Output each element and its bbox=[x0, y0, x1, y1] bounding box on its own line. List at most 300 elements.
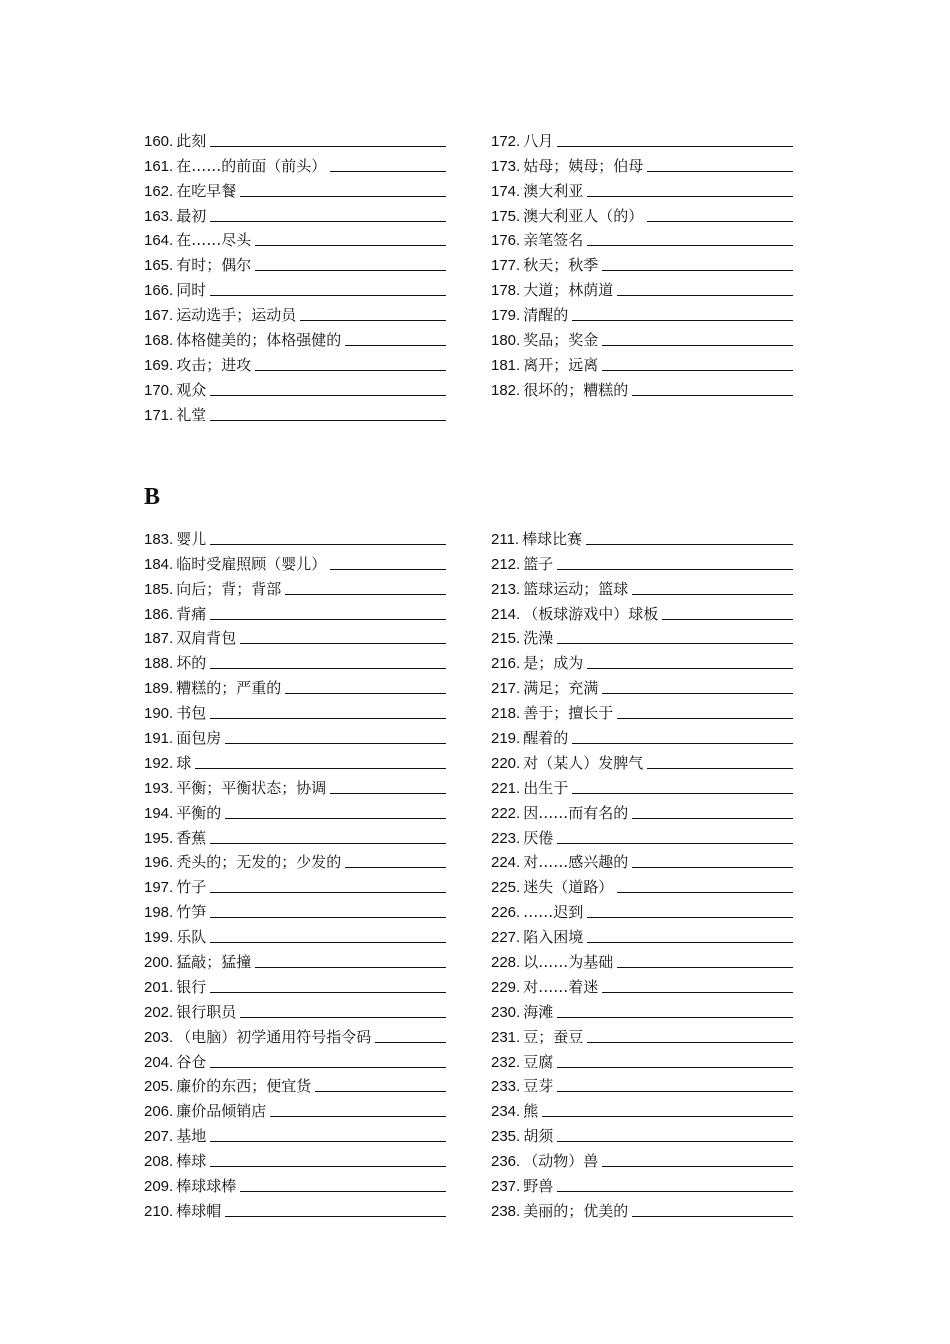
item-number: 191. bbox=[144, 730, 174, 748]
item-prompt: 棒球帽 bbox=[176, 1201, 222, 1220]
answer-blank[interactable] bbox=[647, 171, 793, 172]
item-prompt: 离开；远离 bbox=[523, 355, 599, 374]
answer-blank[interactable] bbox=[557, 1141, 793, 1142]
item-prompt: 婴儿 bbox=[176, 529, 207, 548]
item-prompt: 八月 bbox=[523, 131, 554, 150]
answer-blank[interactable] bbox=[647, 221, 793, 222]
item-number: 204. bbox=[144, 1053, 174, 1071]
vocab-item bbox=[491, 323, 793, 348]
item-prompt: 对……感兴趣的 bbox=[523, 853, 629, 872]
answer-blank[interactable] bbox=[330, 793, 446, 794]
item-prompt: 基地 bbox=[176, 1127, 207, 1146]
item-number: 177. bbox=[491, 257, 521, 275]
item-number: 189. bbox=[144, 680, 174, 698]
vocab-item bbox=[144, 771, 446, 796]
vocab-item bbox=[144, 149, 446, 174]
item-prompt: 运动选手；运动员 bbox=[176, 306, 297, 325]
item-prompt: 香蕉 bbox=[176, 828, 207, 847]
item-prompt: 对（某人）发脾气 bbox=[523, 753, 644, 772]
item-number: 207. bbox=[144, 1128, 174, 1146]
answer-blank[interactable] bbox=[240, 643, 446, 644]
vocab-item bbox=[491, 174, 793, 199]
item-prompt: 澳大利亚人（的） bbox=[523, 206, 644, 225]
item-number: 202. bbox=[144, 1003, 174, 1021]
answer-blank[interactable] bbox=[602, 345, 793, 346]
item-prompt: 以……为基础 bbox=[523, 953, 614, 972]
item-prompt: 豆腐 bbox=[523, 1052, 554, 1071]
answer-blank[interactable] bbox=[617, 892, 793, 893]
item-number: 218. bbox=[491, 705, 521, 723]
item-prompt: 乐队 bbox=[176, 928, 207, 947]
item-number: 217. bbox=[491, 680, 521, 698]
item-number: 169. bbox=[144, 356, 174, 374]
item-prompt: 篮子 bbox=[523, 554, 554, 573]
answer-blank[interactable] bbox=[240, 1017, 446, 1018]
item-number: 176. bbox=[491, 232, 521, 250]
item-number: 182. bbox=[491, 381, 521, 399]
item-number: 196. bbox=[144, 854, 174, 872]
answer-blank[interactable] bbox=[375, 1042, 446, 1043]
item-prompt: 猛敲；猛撞 bbox=[176, 953, 252, 972]
item-prompt: ……迟到 bbox=[523, 903, 584, 922]
answer-blank[interactable] bbox=[210, 992, 446, 993]
vocab-item bbox=[491, 920, 793, 945]
vocab-item bbox=[144, 1020, 446, 1045]
item-number: 209. bbox=[144, 1178, 174, 1196]
answer-blank[interactable] bbox=[210, 295, 446, 296]
answer-blank[interactable] bbox=[255, 270, 446, 271]
item-number: 162. bbox=[144, 182, 174, 200]
vocab-item bbox=[144, 821, 446, 846]
vocab-item bbox=[144, 796, 446, 821]
item-prompt: 廉价品倾销店 bbox=[176, 1102, 267, 1121]
answer-blank[interactable] bbox=[345, 345, 446, 346]
item-prompt: 最初 bbox=[176, 206, 207, 225]
vocab-item bbox=[491, 671, 793, 696]
answer-blank[interactable] bbox=[210, 221, 446, 222]
item-number: 228. bbox=[491, 954, 521, 972]
answer-blank[interactable] bbox=[617, 718, 793, 719]
item-prompt: （电脑）初学通用符号指令码 bbox=[176, 1027, 372, 1046]
answer-blank[interactable] bbox=[285, 693, 446, 694]
item-prompt: 澳大利亚 bbox=[523, 181, 584, 200]
item-prompt: 野兽 bbox=[523, 1177, 554, 1196]
vocab-item bbox=[144, 920, 446, 945]
item-prompt: 棒球球棒 bbox=[176, 1177, 237, 1196]
item-number: 216. bbox=[491, 655, 521, 673]
vocab-item bbox=[491, 224, 793, 249]
item-prompt: 棒球比赛 bbox=[522, 529, 583, 548]
answer-blank[interactable] bbox=[572, 793, 793, 794]
item-prompt: 是；成为 bbox=[523, 654, 584, 673]
vocab-item bbox=[144, 522, 446, 547]
answer-blank[interactable] bbox=[587, 668, 793, 669]
answer-blank[interactable] bbox=[210, 619, 446, 620]
item-prompt: 面包房 bbox=[176, 729, 222, 748]
answer-blank[interactable] bbox=[586, 544, 793, 545]
vocab-item bbox=[491, 895, 793, 920]
item-prompt: 在……尽头 bbox=[176, 231, 252, 250]
vocab-item bbox=[144, 646, 446, 671]
vocab-item bbox=[491, 1194, 793, 1219]
answer-blank[interactable] bbox=[617, 967, 793, 968]
item-prompt: （板球游戏中）球板 bbox=[523, 604, 659, 623]
item-number: 178. bbox=[491, 282, 521, 300]
answer-blank[interactable] bbox=[557, 1191, 793, 1192]
answer-blank[interactable] bbox=[240, 1191, 446, 1192]
answer-blank[interactable] bbox=[602, 270, 793, 271]
item-number: 238. bbox=[491, 1202, 521, 1220]
vocab-item bbox=[491, 149, 793, 174]
vocab-item bbox=[144, 1045, 446, 1070]
answer-blank[interactable] bbox=[572, 320, 793, 321]
item-prompt: 向后；背；背部 bbox=[176, 579, 282, 598]
item-number: 195. bbox=[144, 829, 174, 847]
vocab-item bbox=[144, 846, 446, 871]
item-number: 201. bbox=[144, 978, 174, 996]
item-prompt: 在……的前面（前头） bbox=[176, 156, 327, 175]
item-number: 206. bbox=[144, 1103, 174, 1121]
answer-blank[interactable] bbox=[602, 1166, 793, 1167]
item-prompt: 体格健美的；体格强健的 bbox=[176, 331, 342, 350]
vocab-item bbox=[144, 348, 446, 373]
item-number: 173. bbox=[491, 157, 521, 175]
item-number: 171. bbox=[144, 406, 174, 424]
answer-blank[interactable] bbox=[647, 768, 793, 769]
item-number: 234. bbox=[491, 1103, 521, 1121]
answer-blank[interactable] bbox=[210, 843, 446, 844]
answer-blank[interactable] bbox=[330, 569, 446, 570]
vocab-item bbox=[491, 597, 793, 622]
vocab-item bbox=[144, 1194, 446, 1219]
item-number: 212. bbox=[491, 555, 521, 573]
vocab-item bbox=[491, 796, 793, 821]
item-number: 180. bbox=[491, 332, 521, 350]
vocab-item bbox=[491, 298, 793, 323]
item-prompt: 谷仓 bbox=[176, 1052, 207, 1071]
item-prompt: 洗澡 bbox=[523, 629, 554, 648]
answer-blank[interactable] bbox=[617, 295, 793, 296]
item-prompt: 在吃早餐 bbox=[176, 181, 237, 200]
answer-blank[interactable] bbox=[587, 1042, 793, 1043]
answer-blank[interactable] bbox=[210, 1141, 446, 1142]
section-b-heading: B bbox=[144, 484, 161, 510]
item-number: 186. bbox=[144, 605, 174, 623]
answer-blank[interactable] bbox=[557, 1017, 793, 1018]
item-prompt: 因……而有名的 bbox=[523, 803, 629, 822]
vocab-item bbox=[491, 1020, 793, 1045]
item-number: 225. bbox=[491, 879, 521, 897]
item-number: 167. bbox=[144, 307, 174, 325]
item-number: 164. bbox=[144, 232, 174, 250]
item-prompt: 银行 bbox=[176, 977, 207, 996]
vocab-item bbox=[144, 248, 446, 273]
answer-blank[interactable] bbox=[587, 917, 793, 918]
vocab-item bbox=[491, 870, 793, 895]
item-prompt: 廉价的东西；便宜货 bbox=[176, 1077, 312, 1096]
answer-blank[interactable] bbox=[210, 395, 446, 396]
item-prompt: 亲笔签名 bbox=[523, 231, 584, 250]
item-number: 208. bbox=[144, 1153, 174, 1171]
section-b-right-column bbox=[491, 522, 793, 1219]
item-number: 175. bbox=[491, 207, 521, 225]
item-number: 223. bbox=[491, 829, 521, 847]
section-a-left-column bbox=[144, 124, 446, 423]
answer-blank[interactable] bbox=[557, 146, 793, 147]
item-number: 236. bbox=[491, 1153, 521, 1171]
answer-blank[interactable] bbox=[210, 942, 446, 943]
answer-blank[interactable] bbox=[315, 1091, 446, 1092]
answer-blank[interactable] bbox=[255, 967, 446, 968]
vocab-item bbox=[491, 1119, 793, 1144]
vocab-item bbox=[144, 273, 446, 298]
item-prompt: 观众 bbox=[176, 380, 207, 399]
vocab-item bbox=[144, 945, 446, 970]
item-number: 184. bbox=[144, 555, 174, 573]
vocab-item bbox=[144, 174, 446, 199]
item-prompt: 坏的 bbox=[176, 654, 207, 673]
vocab-item bbox=[491, 1070, 793, 1095]
item-number: 174. bbox=[491, 182, 521, 200]
item-prompt: 满足；充满 bbox=[523, 679, 599, 698]
answer-blank[interactable] bbox=[255, 245, 446, 246]
item-number: 188. bbox=[144, 655, 174, 673]
item-number: 237. bbox=[491, 1178, 521, 1196]
item-number: 235. bbox=[491, 1128, 521, 1146]
vocab-item bbox=[491, 1169, 793, 1194]
answer-blank[interactable] bbox=[210, 1067, 446, 1068]
item-prompt: 出生于 bbox=[523, 778, 569, 797]
item-prompt: 球 bbox=[176, 753, 192, 772]
item-number: 219. bbox=[491, 730, 521, 748]
item-prompt: 书包 bbox=[176, 704, 207, 723]
vocab-item bbox=[491, 771, 793, 796]
item-number: 199. bbox=[144, 929, 174, 947]
vocab-item bbox=[491, 1045, 793, 1070]
vocab-item bbox=[144, 1070, 446, 1095]
item-prompt: 醒着的 bbox=[523, 729, 569, 748]
answer-blank[interactable] bbox=[632, 818, 793, 819]
item-number: 165. bbox=[144, 257, 174, 275]
item-number: 187. bbox=[144, 630, 174, 648]
answer-blank[interactable] bbox=[572, 743, 793, 744]
item-prompt: 秋天；秋季 bbox=[523, 256, 599, 275]
item-prompt: 很坏的；糟糕的 bbox=[523, 380, 629, 399]
item-number: 161. bbox=[144, 157, 174, 175]
answer-blank[interactable] bbox=[662, 619, 793, 620]
item-number: 213. bbox=[491, 580, 521, 598]
answer-blank[interactable] bbox=[210, 917, 446, 918]
answer-blank[interactable] bbox=[345, 867, 446, 868]
vocab-item bbox=[491, 547, 793, 572]
item-number: 232. bbox=[491, 1053, 521, 1071]
item-prompt: 临时受雇照顾（婴儿） bbox=[176, 554, 327, 573]
item-number: 192. bbox=[144, 754, 174, 772]
item-prompt: 有时；偶尔 bbox=[176, 256, 252, 275]
answer-blank[interactable] bbox=[210, 420, 446, 421]
vocab-item bbox=[491, 646, 793, 671]
vocab-item bbox=[491, 522, 793, 547]
answer-blank[interactable] bbox=[587, 196, 793, 197]
answer-blank[interactable] bbox=[285, 594, 446, 595]
answer-blank[interactable] bbox=[542, 1116, 793, 1117]
answer-blank[interactable] bbox=[602, 370, 793, 371]
item-number: 229. bbox=[491, 978, 521, 996]
item-number: 230. bbox=[491, 1003, 521, 1021]
item-prompt: 礼堂 bbox=[176, 405, 207, 424]
section-b-left-column bbox=[144, 522, 446, 1219]
vocab-item bbox=[491, 273, 793, 298]
item-number: 194. bbox=[144, 804, 174, 822]
vocab-item bbox=[144, 1169, 446, 1194]
item-prompt: 银行职员 bbox=[176, 1002, 237, 1021]
vocab-item bbox=[491, 348, 793, 373]
item-number: 185. bbox=[144, 580, 174, 598]
answer-blank[interactable] bbox=[557, 1091, 793, 1092]
item-prompt: 背痛 bbox=[176, 604, 207, 623]
answer-blank[interactable] bbox=[300, 320, 446, 321]
vocab-item bbox=[491, 995, 793, 1020]
vocab-item bbox=[491, 572, 793, 597]
vocab-item bbox=[144, 373, 446, 398]
answer-blank[interactable] bbox=[270, 1116, 446, 1117]
vocab-item bbox=[144, 696, 446, 721]
item-prompt: 姑母；姨母；伯母 bbox=[523, 156, 644, 175]
item-number: 179. bbox=[491, 307, 521, 325]
item-prompt: 对……着迷 bbox=[523, 977, 599, 996]
item-prompt: 陷入困境 bbox=[523, 928, 584, 947]
item-prompt: 胡须 bbox=[523, 1127, 554, 1146]
answer-blank[interactable] bbox=[210, 544, 446, 545]
item-number: 221. bbox=[491, 779, 521, 797]
answer-blank[interactable] bbox=[557, 643, 793, 644]
vocab-item bbox=[144, 721, 446, 746]
vocab-item bbox=[491, 199, 793, 224]
item-prompt: 海滩 bbox=[523, 1002, 554, 1021]
item-number: 168. bbox=[144, 332, 174, 350]
vocab-item bbox=[144, 224, 446, 249]
answer-blank[interactable] bbox=[210, 146, 446, 147]
item-number: 166. bbox=[144, 282, 174, 300]
answer-blank[interactable] bbox=[210, 668, 446, 669]
answer-blank[interactable] bbox=[210, 892, 446, 893]
item-prompt: 豆芽 bbox=[523, 1077, 554, 1096]
answer-blank[interactable] bbox=[225, 743, 446, 744]
answer-blank[interactable] bbox=[557, 1067, 793, 1068]
vocab-item bbox=[491, 124, 793, 149]
vocab-item bbox=[144, 398, 446, 423]
vocab-item bbox=[144, 323, 446, 348]
answer-blank[interactable] bbox=[225, 1216, 446, 1217]
vocab-item bbox=[491, 846, 793, 871]
item-prompt: 奖品；奖金 bbox=[523, 331, 599, 350]
item-prompt: 竹子 bbox=[176, 878, 207, 897]
item-prompt: 熊 bbox=[523, 1102, 539, 1121]
vocab-item bbox=[144, 895, 446, 920]
vocab-item bbox=[144, 870, 446, 895]
vocab-item bbox=[144, 1094, 446, 1119]
answer-blank[interactable] bbox=[225, 818, 446, 819]
vocab-item bbox=[144, 199, 446, 224]
vocab-item bbox=[144, 124, 446, 149]
answer-blank[interactable] bbox=[330, 171, 446, 172]
vocab-item bbox=[144, 671, 446, 696]
item-prompt: 同时 bbox=[176, 281, 207, 300]
answer-blank[interactable] bbox=[557, 569, 793, 570]
vocab-item bbox=[491, 622, 793, 647]
item-number: 203. bbox=[144, 1028, 174, 1046]
item-number: 224. bbox=[491, 854, 521, 872]
vocab-item bbox=[144, 995, 446, 1020]
answer-blank[interactable] bbox=[195, 768, 446, 769]
vocab-item bbox=[144, 547, 446, 572]
vocab-item bbox=[491, 248, 793, 273]
answer-blank[interactable] bbox=[632, 594, 793, 595]
item-number: 211. bbox=[491, 530, 520, 548]
item-number: 200. bbox=[144, 954, 174, 972]
answer-blank[interactable] bbox=[240, 196, 446, 197]
item-number: 160. bbox=[144, 132, 174, 150]
answer-blank[interactable] bbox=[587, 942, 793, 943]
item-number: 163. bbox=[144, 207, 174, 225]
vocab-item bbox=[491, 373, 793, 398]
item-prompt: 大道；林荫道 bbox=[523, 281, 614, 300]
item-number: 231. bbox=[491, 1028, 521, 1046]
item-prompt: 篮球运动；篮球 bbox=[523, 579, 629, 598]
item-prompt: 攻击；进攻 bbox=[176, 355, 252, 374]
item-prompt: 清醒的 bbox=[523, 306, 569, 325]
section-a-right-column bbox=[491, 124, 793, 398]
answer-blank[interactable] bbox=[210, 718, 446, 719]
item-prompt: 糟糕的；严重的 bbox=[176, 679, 282, 698]
answer-blank[interactable] bbox=[557, 843, 793, 844]
vocab-item bbox=[144, 1119, 446, 1144]
item-number: 222. bbox=[491, 804, 521, 822]
item-number: 172. bbox=[491, 132, 521, 150]
item-prompt: 豆；蚕豆 bbox=[523, 1027, 584, 1046]
item-number: 170. bbox=[144, 381, 174, 399]
vocab-item bbox=[144, 970, 446, 995]
answer-blank[interactable] bbox=[602, 693, 793, 694]
vocab-item bbox=[491, 696, 793, 721]
item-number: 198. bbox=[144, 904, 174, 922]
answer-blank[interactable] bbox=[587, 245, 793, 246]
vocab-item bbox=[491, 721, 793, 746]
item-prompt: 平衡；平衡状态；协调 bbox=[176, 778, 327, 797]
vocab-item bbox=[144, 597, 446, 622]
item-number: 215. bbox=[491, 630, 521, 648]
answer-blank[interactable] bbox=[210, 1166, 446, 1167]
item-prompt: 此刻 bbox=[176, 131, 207, 150]
vocab-item bbox=[491, 970, 793, 995]
answer-blank[interactable] bbox=[632, 1216, 793, 1217]
answer-blank[interactable] bbox=[632, 395, 793, 396]
item-prompt: （动物）兽 bbox=[523, 1152, 599, 1171]
vocab-item bbox=[144, 572, 446, 597]
item-prompt: 美丽的；优美的 bbox=[523, 1201, 629, 1220]
vocab-item bbox=[491, 945, 793, 970]
item-number: 183. bbox=[144, 530, 174, 548]
answer-blank[interactable] bbox=[255, 370, 446, 371]
item-prompt: 迷失（道路） bbox=[523, 878, 614, 897]
item-prompt: 平衡的 bbox=[176, 803, 222, 822]
vocab-item bbox=[144, 746, 446, 771]
vocab-item bbox=[144, 622, 446, 647]
answer-blank[interactable] bbox=[602, 992, 793, 993]
item-prompt: 棒球 bbox=[176, 1152, 207, 1171]
answer-blank[interactable] bbox=[632, 867, 793, 868]
item-number: 210. bbox=[144, 1202, 174, 1220]
